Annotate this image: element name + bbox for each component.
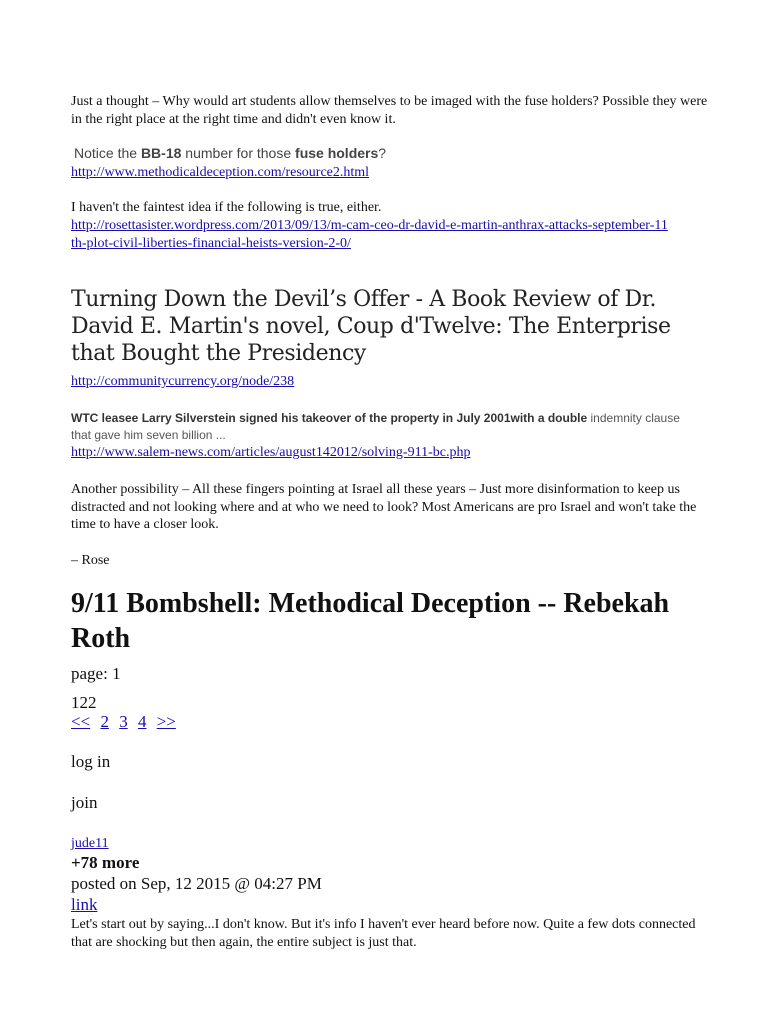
wtc-snippet-bold: WTC leasee Larry Silverstein signed his takeover of the property in July 2001with a double bbox=[71, 411, 588, 425]
wtc-snippet bbox=[71, 410, 701, 444]
post-author-link[interactable]: jude11 bbox=[71, 836, 109, 851]
pager-page-2-link[interactable]: 2 bbox=[100, 712, 109, 731]
post-permalink[interactable]: link bbox=[71, 895, 98, 914]
intro-paragraph: Just a thought – Why would art students allow themselves to be imaged with the fuse holders? Possible they were in the right place at the right time and didn't even know it. bbox=[71, 94, 708, 127]
post-count: 122 bbox=[71, 693, 97, 712]
post-more-count: +78 more bbox=[71, 853, 140, 872]
salem-news-link[interactable]: http://www.salem-news.com/articles/august142012/solving-911-bc.php bbox=[71, 445, 471, 460]
pager-first-link[interactable]: << bbox=[71, 712, 91, 731]
book-review-heading: Turning Down the Devil’s Offer - A Book Review of Dr. David E. Martin's novel, Coup d'Twelve: The Enterprise that Bought the Presidency bbox=[71, 287, 671, 366]
notice-suffix: ? bbox=[378, 145, 387, 161]
wtc-snippet-rest: indemnity clause that gave him seven billion ... bbox=[71, 411, 680, 442]
possibility-paragraph: Another possibility – All these fingers pointing at Israel all these years – Just more disinformation to keep us distracted and not looking where and at who we need to look? Most Americans are pro Israel and won't take the time to have a closer look. bbox=[71, 482, 697, 532]
methodical-deception-link[interactable]: http://www.methodicaldeception.com/resource2.html bbox=[71, 165, 370, 180]
thread-title: 9/11 Bombshell: Methodical Deception -- Rebekah Roth bbox=[71, 588, 670, 654]
pager-last-link[interactable]: >> bbox=[156, 712, 176, 731]
join-link[interactable]: join bbox=[71, 793, 98, 812]
rosettasister-link[interactable]: http://rosettasister.wordpress.com/2013/09/13/m-cam-ceo-dr-david-e-martin-anthrax-attacks-september-11th-plot-civil-liberties-financial-heists-version-2-0/ bbox=[71, 218, 668, 251]
notice-line bbox=[74, 145, 386, 162]
notice-term: fuse holders bbox=[295, 145, 379, 161]
pager-page-3-link[interactable]: 3 bbox=[119, 712, 128, 731]
communitycurrency-link[interactable]: http://communitycurrency.org/node/238 bbox=[71, 374, 295, 389]
notice-prefix: Notice the bbox=[74, 145, 141, 161]
signature: – Rose bbox=[71, 553, 110, 568]
faintest-text: I haven't the faintest idea if the following is true, either. bbox=[71, 200, 382, 215]
login-link[interactable]: log in bbox=[71, 752, 111, 771]
pager-page-4-link[interactable]: 4 bbox=[137, 712, 147, 731]
notice-middle: number for those bbox=[181, 145, 296, 161]
pager bbox=[71, 712, 182, 732]
post-timestamp: posted on Sep, 12 2015 @ 04:27 PM bbox=[71, 874, 322, 893]
post-body: Let's start out by saying...I don't know. But it's info I haven't ever heard before now. Quite a few dots connected that are shocking but then again, the entire subject is just that. bbox=[71, 917, 696, 950]
page-label: page: 1 bbox=[71, 664, 121, 683]
notice-code: BB-18 bbox=[140, 145, 182, 161]
